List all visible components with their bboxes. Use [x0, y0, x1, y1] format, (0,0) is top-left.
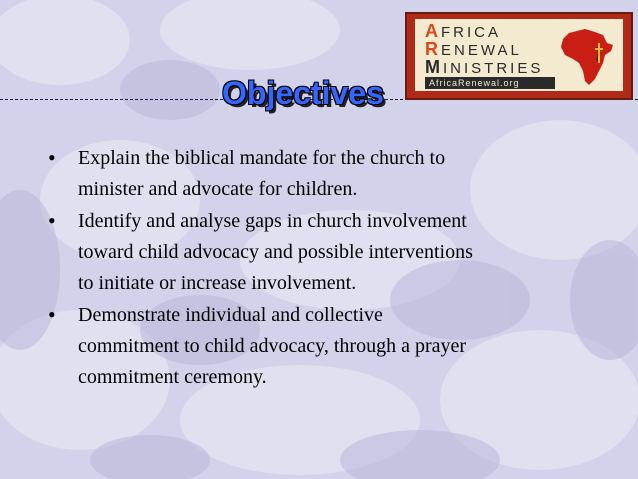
bullet-marker: • — [48, 302, 56, 327]
bullet-marker: • — [48, 145, 56, 170]
bullet-line: Explain the biblical mandate for the church to — [78, 147, 446, 169]
logo-line-3 — [425, 59, 543, 77]
logo-cap-a: A — [425, 21, 441, 41]
objectives-list — [0, 143, 638, 394]
bullet-line: commitment to child advocacy, through a prayer — [78, 335, 467, 357]
bullet-line: to initiate or increase involvement. — [78, 272, 357, 294]
list-item — [0, 206, 578, 299]
bullet-line: toward child advocacy and possible interventions — [78, 241, 473, 263]
africa-renewal-logo — [405, 12, 633, 100]
logo-url: AfricaRenewal.org — [429, 78, 520, 88]
list-item — [0, 300, 578, 393]
slide-title: Objectives — [222, 75, 384, 111]
list-item — [0, 143, 578, 205]
logo-line-1 — [425, 23, 543, 41]
logo-cap-m: M — [425, 57, 443, 77]
logo-panel — [415, 19, 623, 91]
africa-map-icon — [555, 23, 621, 89]
bullet-marker: • — [48, 208, 56, 233]
bullet-line: Identify and analyse gaps in church involvement — [78, 210, 467, 232]
logo-wordmark — [425, 23, 543, 77]
bullet-line: minister and advocate for children. — [78, 178, 358, 200]
bullet-line: commitment ceremony. — [78, 366, 267, 388]
logo-word-renewal: ENEWAL — [441, 42, 522, 59]
bullet-line: Demonstrate individual and collective — [78, 304, 383, 326]
logo-word-africa: FRICA — [441, 24, 501, 41]
logo-word-ministries: INISTRIES — [443, 60, 544, 77]
logo-cap-r: R — [425, 39, 441, 59]
